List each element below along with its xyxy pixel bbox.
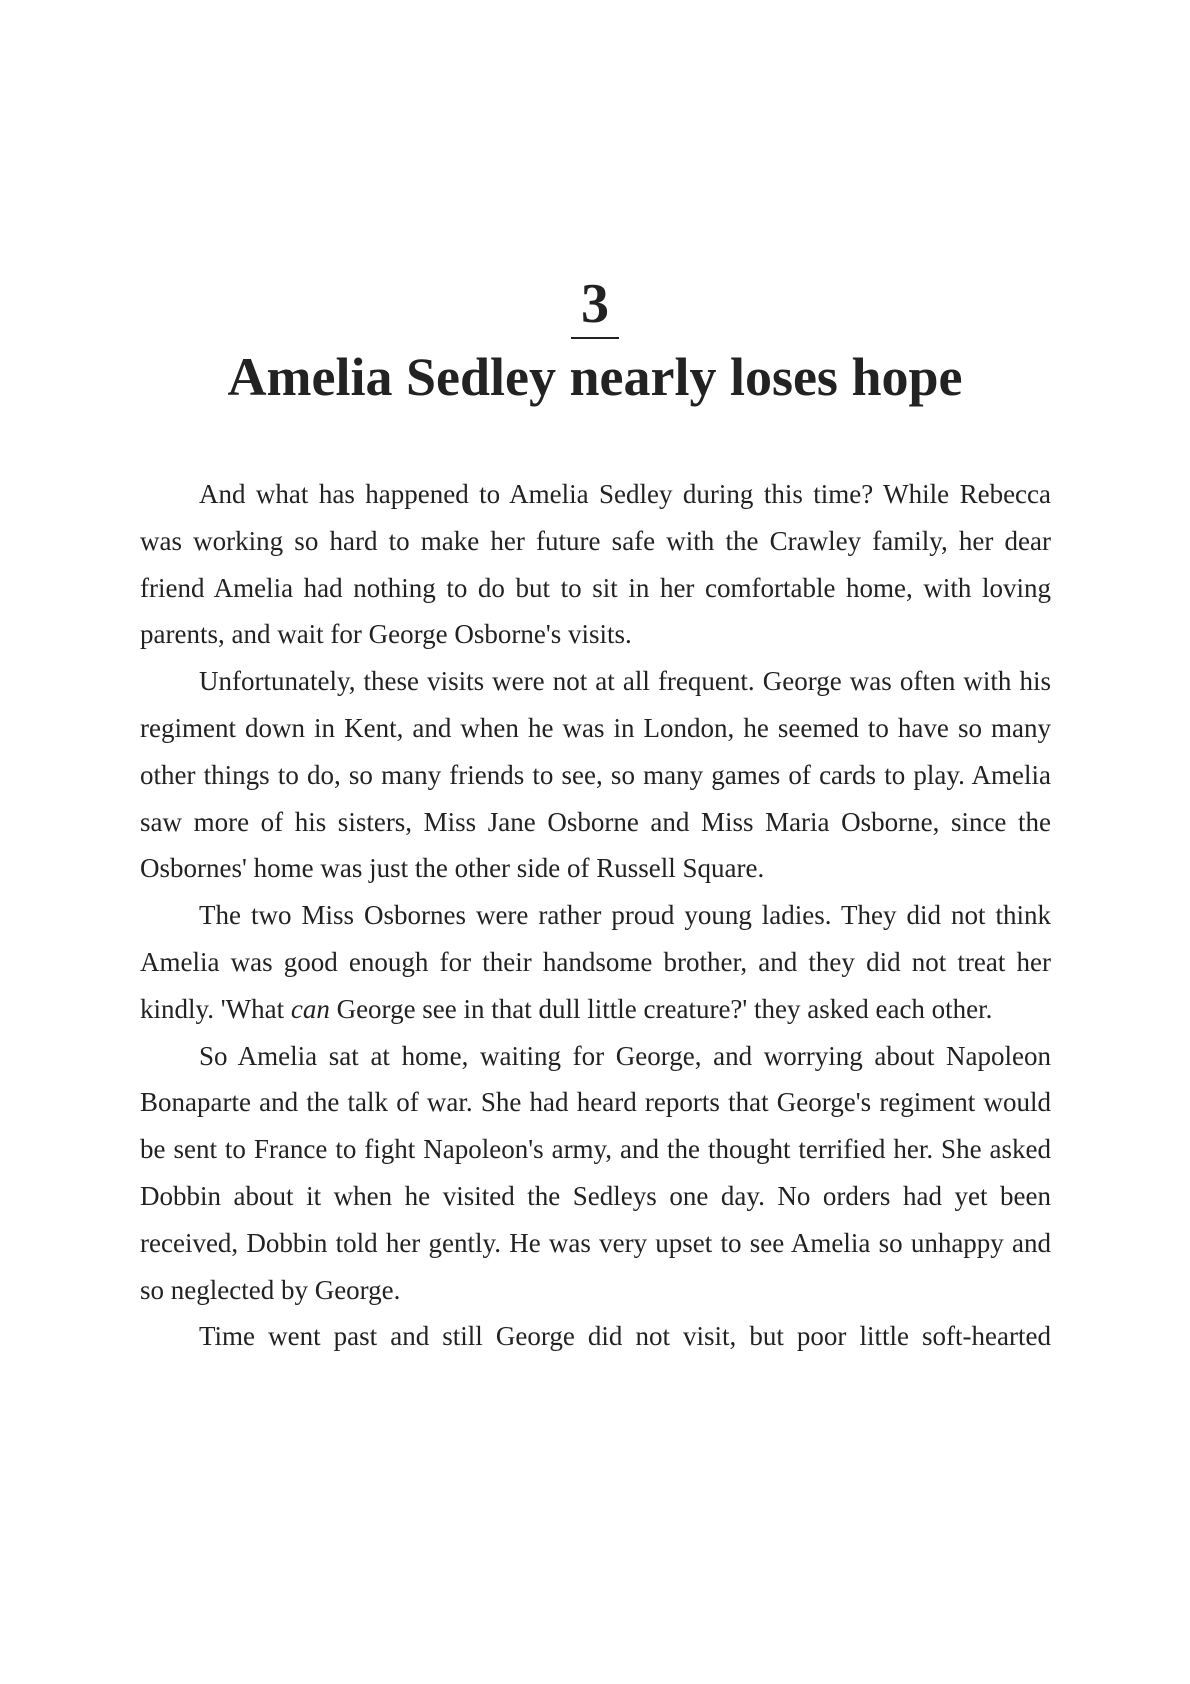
paragraph-1: And what has happened to Amelia Sedley during this time? While Rebecca was working so hard to make her future safe with the Crawley family, her dear friend Amelia had nothing to do but to sit in her comfortable home, with loving parents, and wait for George Osborne's visits. xyxy=(140,479,1051,650)
chapter-body xyxy=(140,471,1051,1360)
chapter-number-text: 3 xyxy=(571,273,619,339)
paragraph-2: Unfortunately, these visits were not at all frequent. George was often with his regiment down in Kent, and when he was in London, he seemed to have so many other things to do, so many friends to see, so many games of cards to play. Amelia saw more of his sisters, Miss Jane Osborne and Miss Maria Osborne, since the Osbornes' home was just the other side of Russell Square. xyxy=(140,666,1051,884)
paragraph-3-after: George see in that dull little creature?' they asked each other. xyxy=(329,993,993,1024)
paragraph-3 xyxy=(140,892,1051,1032)
paragraph-3-before: The two Miss Osbornes were rather proud young ladies. They did not think Amelia was good enough for their handsome brother, and they did not treat her kindly. 'What xyxy=(140,900,1051,1024)
paragraph-5: Time went past and still George did not visit, but poor little soft-hearted xyxy=(199,1321,1051,1352)
paragraph-3-emphasis: can xyxy=(290,993,330,1024)
chapter-number xyxy=(0,272,1190,339)
paragraph-4: So Amelia sat at home, waiting for George, and worrying about Napoleon Bonaparte and the talk of war. She had heard reports that George's regiment would be sent to France to fight Napoleon's army, and the thought terrified her. She asked Dobbin about it when he visited the Sedleys one day. No orders had yet been received, Dobbin told her gently. He was very upset to see Amelia so unhappy and so neglected by George. xyxy=(140,1040,1051,1305)
chapter-title: Amelia Sedley nearly loses hope xyxy=(227,347,963,407)
